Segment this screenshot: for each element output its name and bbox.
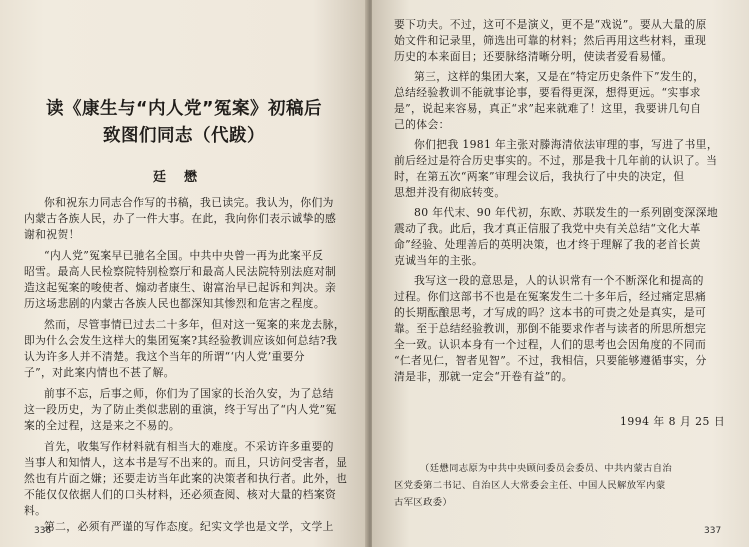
body-line: 造这起冤案的唆使者、煽动者康生、谢富治早已起诉和判决。亲	[24, 281, 337, 294]
author-note-line: 区党委第二书记、自治区人大常委会主任、中国人民解放军内蒙	[394, 480, 666, 491]
body-line: 谢和祝贺！	[24, 228, 80, 241]
body-line: “内人党”冤案早已驰名全国。中共中央曾一再为此案平反	[44, 249, 324, 262]
page-number: 337	[704, 526, 722, 536]
body-line: 第二，必须有严谨的写作态度。纪实文学也是文学，文学上	[44, 520, 334, 533]
body-line: 然也有片面之嫌；还要走访当年此案的决策者和执行者。此外，也	[24, 472, 348, 485]
body-line: 总结经验教训不能就事论事，要看得更深，想得更远。“实事求	[394, 86, 701, 99]
body-line: 80 年代末、90 年代初，东欧、苏联发生的一系列剧变深深地	[414, 206, 718, 219]
author-note-line: （廷懋同志原为中共中央顾问委员会委员、中共内蒙古自治	[420, 463, 673, 474]
body-line: 是”，说起来容易，真正“求”起来就难了！这里，我要讲几句自	[394, 102, 702, 115]
body-line: 认为许多人并不清楚。我这个当年的所谓“‘内人党’重要分	[24, 350, 305, 363]
author-note-line: 古军区政委）	[394, 497, 453, 508]
letter-date: 1994 年 8 月 25 日	[620, 415, 726, 428]
body-line: 料。	[24, 504, 47, 517]
body-line: 历史的本来面目；还要脉络清晰分明，使读者爱看易懂。	[394, 50, 673, 63]
page-number: 336	[34, 526, 52, 536]
body-line: 思想并没有彻底转变。	[394, 186, 506, 199]
body-line: 全一致。认识本身有一个过程，人们的思考也会因角度的不同而	[394, 338, 707, 351]
body-line: 这一段历史，为了防止类似悲剧的重演，终于写出了“内人党”冤	[24, 403, 337, 416]
body-line: 己的体会：	[394, 118, 450, 131]
body-line: 子”，对此案内情也不甚了解。	[24, 366, 175, 379]
body-line: 前事不忘，后事之师，你们为了国家的长治久安，为了总结	[44, 387, 334, 400]
body-line: 首先，收集写作材料就有相当大的难度。不采访许多重要的	[44, 440, 334, 453]
body-line: 第三，这样的集团大案，又是在“特定历史条件下”发生的，	[414, 70, 705, 83]
body-line: 历这场悲剧的内蒙古各族人民也都深知其惨烈和危害之程度。	[24, 297, 325, 310]
article-title-line-2: 致图们同志（代跋）	[103, 126, 265, 146]
body-line: 时，在第五次“两案”审理会议后，我执行了中央的决定，但	[394, 170, 685, 183]
body-line: 你们把我 1981 年主张对滕海清依法审理的事，写进了书里，	[414, 138, 718, 151]
right-page	[372, 0, 749, 547]
body-line: 靠。至于总结经验教训，那倒不能要求作者与读者的所思所想完	[394, 322, 707, 335]
article-title-line-1: 读《康生与“内人党”冤案》初稿后	[45, 99, 322, 119]
body-line: 清是非，那就一定会“开卷有益”的。	[394, 370, 573, 383]
left-page	[0, 0, 368, 547]
body-line: “仁者见仁，智者见智”。不过，我相信，只要能够遵循事实，分	[394, 354, 707, 367]
author-name: 廷懋	[152, 170, 215, 185]
body-line: 我写这一段的意思是，人的认识常有一个不断深化和提高的	[414, 274, 704, 287]
body-line: 昭雪。最高人民检察院特别检察厅和最高人民法院特别法庭对制	[24, 265, 337, 278]
body-line: 前后经过是符合历史事实的。不过，那是我十几年前的认识了。当	[394, 154, 718, 167]
body-line: 你和祝东力同志合作写的书稿，我已读完。我认为，你们为	[44, 196, 334, 209]
body-line: 然而，尽管事情已过去二十多年，但对这一冤案的来龙去脉，	[44, 318, 345, 331]
body-line: 震动了我。此后，我才真正信服了我党中央有关总结“文化大革	[394, 222, 701, 235]
body-line: 即为什么会发生这样大的集团冤案?其经验教训应该如何总结?我	[24, 334, 338, 347]
body-line: 案的全过程，这是来之不易的。	[24, 419, 181, 432]
body-line: 过程。你们这部书不也是在冤案发生二十多年后，经过痛定思痛	[394, 290, 707, 303]
body-line: 当事人和知情人，这本书是写不出来的。而且，只访问受害者，显	[24, 456, 348, 469]
body-line: 内蒙古各族人民，办了一件大事。在此，我向你们表示诚挚的感	[24, 212, 337, 225]
body-line: 克诚当年的主张。	[394, 254, 484, 267]
body-line: 要下功夫。不过，这可不是演义，更不是“戏说”。要从大量的原	[394, 18, 707, 31]
body-line: 始文件和记录里，筛选出可靠的材料；然后再用这些材料，重现	[394, 34, 707, 47]
body-line: 不能仅仅依据人们的口头材料，还必须查阅、核对大量的档案资	[24, 488, 337, 501]
body-line: 命”经验、处理善后的英明决策，也才终于理解了我的老首长黄	[394, 238, 701, 251]
body-line: 的长期酝酿思考，才写成的吗？这本书的可贵之处是真实，是可	[394, 306, 707, 319]
